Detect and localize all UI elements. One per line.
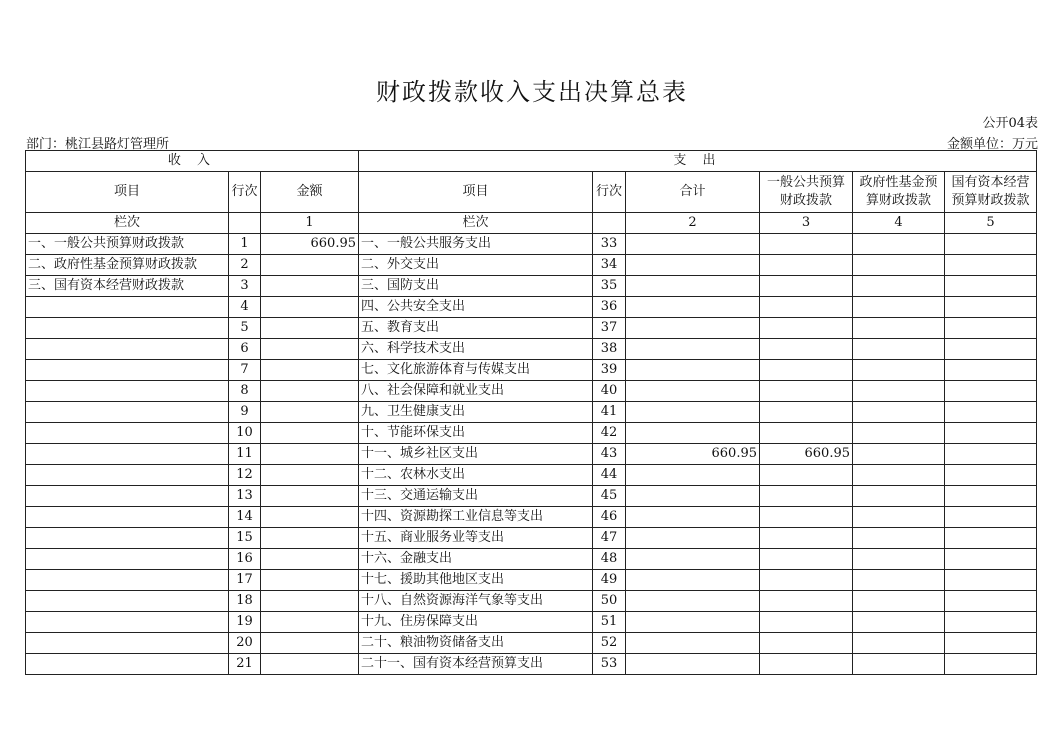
state-capital-amount-cell [945, 276, 1037, 297]
income-amount-cell [261, 570, 359, 591]
income-row-no-cell: 17 [229, 570, 261, 591]
fund-budget-amount-cell [853, 654, 945, 675]
fund-budget-amount-cell [853, 591, 945, 612]
general-budget-amount-cell [760, 633, 853, 654]
expense-row-no-cell: 33 [593, 234, 626, 255]
expense-item-cell: 十二、农林水支出 [359, 465, 593, 486]
income-item-cell [26, 570, 229, 591]
column-label-2: 栏次 [359, 213, 593, 234]
income-item-cell [26, 612, 229, 633]
fund-budget-amount-cell [853, 360, 945, 381]
column-label: 栏次 [26, 213, 229, 234]
income-row-no-cell: 6 [229, 339, 261, 360]
state-capital-amount-cell [945, 444, 1037, 465]
general-budget-amount-cell [760, 654, 853, 675]
income-item-cell [26, 444, 229, 465]
state-capital-amount-cell [945, 591, 1037, 612]
general-budget-amount-cell [760, 402, 853, 423]
income-amount-cell [261, 465, 359, 486]
income-row-no-cell: 13 [229, 486, 261, 507]
fund-budget-amount-cell [853, 486, 945, 507]
state-capital-amount-cell [945, 465, 1037, 486]
expense-item-cell: 四、公共安全支出 [359, 297, 593, 318]
income-item-cell [26, 339, 229, 360]
expense-item-header: 项目 [359, 172, 593, 213]
state-capital-amount-cell [945, 570, 1037, 591]
fund-budget-amount-cell [853, 234, 945, 255]
table-row [26, 591, 1037, 612]
expense-row-no-cell: 44 [593, 465, 626, 486]
income-item-cell: 二、政府性基金预算财政拨款 [26, 255, 229, 276]
state-capital-amount-cell [945, 402, 1037, 423]
fund-budget-amount-cell [853, 339, 945, 360]
fund-budget-amount-cell [853, 465, 945, 486]
form-number: 公开04表 [982, 116, 1038, 131]
expense-item-cell: 十九、住房保障支出 [359, 612, 593, 633]
income-row-no-cell: 15 [229, 528, 261, 549]
general-budget-amount-cell [760, 276, 853, 297]
income-row-no-cell: 8 [229, 381, 261, 402]
income-item-cell [26, 465, 229, 486]
general-budget-amount-cell [760, 297, 853, 318]
fund-budget-amount-cell [853, 507, 945, 528]
expense-item-cell: 七、文化旅游体育与传媒支出 [359, 360, 593, 381]
income-amount-cell [261, 549, 359, 570]
income-amount-cell [261, 486, 359, 507]
expense-row-no-cell: 48 [593, 549, 626, 570]
state-capital-amount-cell [945, 381, 1037, 402]
general-budget-amount-cell [760, 423, 853, 444]
general-budget-amount-cell [760, 465, 853, 486]
fund-budget-amount-cell [853, 276, 945, 297]
income-row-no-header: 行次 [229, 172, 261, 213]
total-header: 合计 [626, 172, 760, 213]
expense-row-no-cell: 38 [593, 339, 626, 360]
state-capital-amount-cell [945, 549, 1037, 570]
fund-budget-amount-cell [853, 570, 945, 591]
income-amount-cell [261, 654, 359, 675]
total-amount-cell [626, 612, 760, 633]
income-item-cell [26, 360, 229, 381]
expense-item-cell: 九、卫生健康支出 [359, 402, 593, 423]
income-row-no-cell: 5 [229, 318, 261, 339]
column-header-row [26, 172, 1037, 213]
table-row [26, 528, 1037, 549]
expense-row-no-cell: 35 [593, 276, 626, 297]
income-amount-cell [261, 360, 359, 381]
expense-row-no-cell: 34 [593, 255, 626, 276]
income-amount-cell [261, 297, 359, 318]
table-row [26, 423, 1037, 444]
income-row-no-cell: 10 [229, 423, 261, 444]
expense-item-cell: 一、一般公共服务支出 [359, 234, 593, 255]
expense-row-no-cell: 52 [593, 633, 626, 654]
state-capital-amount-cell [945, 612, 1037, 633]
expense-row-no-cell: 41 [593, 402, 626, 423]
income-row-no-cell: 14 [229, 507, 261, 528]
section-header-row [26, 151, 1037, 172]
income-row-no-cell: 4 [229, 297, 261, 318]
table-row [26, 297, 1037, 318]
table-row [26, 339, 1037, 360]
expense-row-no-header: 行次 [593, 172, 626, 213]
income-row-no-cell: 12 [229, 465, 261, 486]
expense-row-no-cell: 47 [593, 528, 626, 549]
expense-row-no-cell: 50 [593, 591, 626, 612]
general-budget-amount-cell [760, 549, 853, 570]
table-row [26, 507, 1037, 528]
income-amount-cell: 660.95 [261, 234, 359, 255]
state-capital-amount-cell [945, 234, 1037, 255]
budget-table [25, 150, 1037, 675]
expense-item-cell: 三、国防支出 [359, 276, 593, 297]
state-capital-amount-cell [945, 528, 1037, 549]
expense-item-cell: 十一、城乡社区支出 [359, 444, 593, 465]
expense-row-no-cell: 39 [593, 360, 626, 381]
general-budget-amount-cell: 660.95 [760, 444, 853, 465]
income-item-cell [26, 318, 229, 339]
fund-budget-amount-cell [853, 549, 945, 570]
expense-row-no-cell: 53 [593, 654, 626, 675]
fund-budget-amount-cell [853, 528, 945, 549]
fund-budget-amount-cell [853, 444, 945, 465]
table-row [26, 234, 1037, 255]
expense-item-cell: 八、社会保障和就业支出 [359, 381, 593, 402]
state-capital-amount-cell [945, 633, 1037, 654]
page-title: 财政拨款收入支出决算总表 [376, 78, 688, 106]
general-budget-amount-cell [760, 318, 853, 339]
fund-budget-amount-cell [853, 381, 945, 402]
general-budget-amount-cell [760, 591, 853, 612]
total-amount-cell: 660.95 [626, 444, 760, 465]
general-budget-amount-cell [760, 255, 853, 276]
expense-row-no-cell: 49 [593, 570, 626, 591]
fund-budget-amount-cell [853, 318, 945, 339]
table-row [26, 318, 1037, 339]
general-budget-amount-cell [760, 234, 853, 255]
income-item-cell [26, 591, 229, 612]
total-amount-cell [626, 591, 760, 612]
state-capital-header: 国有资本经营预算财政拨款 [945, 172, 1037, 213]
expense-row-no-cell: 37 [593, 318, 626, 339]
income-row-no-cell: 18 [229, 591, 261, 612]
income-amount-cell [261, 591, 359, 612]
total-amount-cell [626, 381, 760, 402]
fund-budget-header: 政府性基金预算财政拨款 [853, 172, 945, 213]
state-capital-amount-cell [945, 339, 1037, 360]
expense-item-cell: 十五、商业服务业等支出 [359, 528, 593, 549]
total-amount-cell [626, 654, 760, 675]
income-row-no-cell: 21 [229, 654, 261, 675]
empty-cell [593, 213, 626, 234]
empty-cell [229, 213, 261, 234]
income-item-cell [26, 654, 229, 675]
general-budget-amount-cell [760, 360, 853, 381]
total-amount-cell [626, 339, 760, 360]
income-row-no-cell: 20 [229, 633, 261, 654]
table-row [26, 276, 1037, 297]
expense-row-no-cell: 43 [593, 444, 626, 465]
column-index-4: 4 [853, 213, 945, 234]
state-capital-amount-cell [945, 486, 1037, 507]
column-index-row [26, 213, 1037, 234]
table-row [26, 549, 1037, 570]
total-amount-cell [626, 234, 760, 255]
table-row [26, 486, 1037, 507]
expense-section-header: 支 出 [359, 151, 1037, 172]
total-amount-cell [626, 486, 760, 507]
state-capital-amount-cell [945, 423, 1037, 444]
state-capital-amount-cell [945, 255, 1037, 276]
expense-item-cell: 二、外交支出 [359, 255, 593, 276]
total-amount-cell [626, 297, 760, 318]
income-item-cell [26, 381, 229, 402]
income-amount-cell [261, 255, 359, 276]
income-row-no-cell: 3 [229, 276, 261, 297]
total-amount-cell [626, 318, 760, 339]
income-amount-cell [261, 633, 359, 654]
state-capital-amount-cell [945, 297, 1037, 318]
expense-item-cell: 二十、粮油物资储备支出 [359, 633, 593, 654]
total-amount-cell [626, 570, 760, 591]
income-amount-cell [261, 507, 359, 528]
fund-budget-amount-cell [853, 633, 945, 654]
income-item-cell [26, 549, 229, 570]
table-row [26, 570, 1037, 591]
total-amount-cell [626, 360, 760, 381]
income-row-no-cell: 19 [229, 612, 261, 633]
total-amount-cell [626, 549, 760, 570]
income-amount-cell [261, 318, 359, 339]
general-budget-header: 一般公共预算财政拨款 [760, 172, 853, 213]
expense-row-no-cell: 51 [593, 612, 626, 633]
total-amount-cell [626, 423, 760, 444]
fund-budget-amount-cell [853, 255, 945, 276]
income-item-cell [26, 633, 229, 654]
expense-row-no-cell: 42 [593, 423, 626, 444]
income-item-cell [26, 423, 229, 444]
expense-row-no-cell: 40 [593, 381, 626, 402]
unit-label: 金额单位：万元 [946, 137, 1038, 152]
general-budget-amount-cell [760, 486, 853, 507]
total-amount-cell [626, 276, 760, 297]
total-amount-cell [626, 507, 760, 528]
expense-row-no-cell: 46 [593, 507, 626, 528]
total-amount-cell [626, 465, 760, 486]
column-index-5: 5 [945, 213, 1037, 234]
income-item-cell [26, 507, 229, 528]
table-row [26, 444, 1037, 465]
income-row-no-cell: 11 [229, 444, 261, 465]
expense-row-no-cell: 45 [593, 486, 626, 507]
income-amount-cell [261, 276, 359, 297]
table-row [26, 381, 1037, 402]
income-amount-cell [261, 423, 359, 444]
table-row [26, 612, 1037, 633]
expense-row-no-cell: 36 [593, 297, 626, 318]
income-amount-cell [261, 444, 359, 465]
state-capital-amount-cell [945, 360, 1037, 381]
table-row [26, 465, 1037, 486]
income-item-cell [26, 402, 229, 423]
general-budget-amount-cell [760, 612, 853, 633]
total-amount-cell [626, 528, 760, 549]
income-item-cell [26, 297, 229, 318]
fund-budget-amount-cell [853, 297, 945, 318]
table-row [26, 255, 1037, 276]
income-row-no-cell: 9 [229, 402, 261, 423]
income-item-header: 项目 [26, 172, 229, 213]
table-row [26, 654, 1037, 675]
state-capital-amount-cell [945, 654, 1037, 675]
total-amount-cell [626, 255, 760, 276]
total-amount-cell [626, 402, 760, 423]
table-row [26, 402, 1037, 423]
fund-budget-amount-cell [853, 612, 945, 633]
expense-item-cell: 十三、交通运输支出 [359, 486, 593, 507]
total-amount-cell [626, 633, 760, 654]
income-item-cell: 三、国有资本经营财政拨款 [26, 276, 229, 297]
fund-budget-amount-cell [853, 423, 945, 444]
income-section-header: 收 入 [26, 151, 359, 172]
column-index-1: 1 [261, 213, 359, 234]
column-index-3: 3 [760, 213, 853, 234]
expense-item-cell: 十六、金融支出 [359, 549, 593, 570]
expense-item-cell: 十七、援助其他地区支出 [359, 570, 593, 591]
income-item-cell [26, 528, 229, 549]
income-item-cell [26, 486, 229, 507]
expense-item-cell: 十、节能环保支出 [359, 423, 593, 444]
state-capital-amount-cell [945, 507, 1037, 528]
table-row [26, 633, 1037, 654]
income-amount-header: 金额 [261, 172, 359, 213]
income-amount-cell [261, 528, 359, 549]
expense-item-cell: 二十一、国有资本经营预算支出 [359, 654, 593, 675]
column-index-2: 2 [626, 213, 760, 234]
general-budget-amount-cell [760, 570, 853, 591]
state-capital-amount-cell [945, 318, 1037, 339]
income-amount-cell [261, 381, 359, 402]
department-label: 部门：桃江县路灯管理所 [26, 137, 170, 152]
income-amount-cell [261, 612, 359, 633]
general-budget-amount-cell [760, 381, 853, 402]
income-row-no-cell: 2 [229, 255, 261, 276]
expense-item-cell: 六、科学技术支出 [359, 339, 593, 360]
table-row [26, 360, 1037, 381]
income-row-no-cell: 7 [229, 360, 261, 381]
income-item-cell: 一、一般公共预算财政拨款 [26, 234, 229, 255]
income-row-no-cell: 16 [229, 549, 261, 570]
general-budget-amount-cell [760, 339, 853, 360]
fund-budget-amount-cell [853, 402, 945, 423]
income-row-no-cell: 1 [229, 234, 261, 255]
general-budget-amount-cell [760, 528, 853, 549]
general-budget-amount-cell [760, 507, 853, 528]
expense-item-cell: 十四、资源勘探工业信息等支出 [359, 507, 593, 528]
expense-item-cell: 十八、自然资源海洋气象等支出 [359, 591, 593, 612]
expense-item-cell: 五、教育支出 [359, 318, 593, 339]
income-amount-cell [261, 339, 359, 360]
income-amount-cell [261, 402, 359, 423]
